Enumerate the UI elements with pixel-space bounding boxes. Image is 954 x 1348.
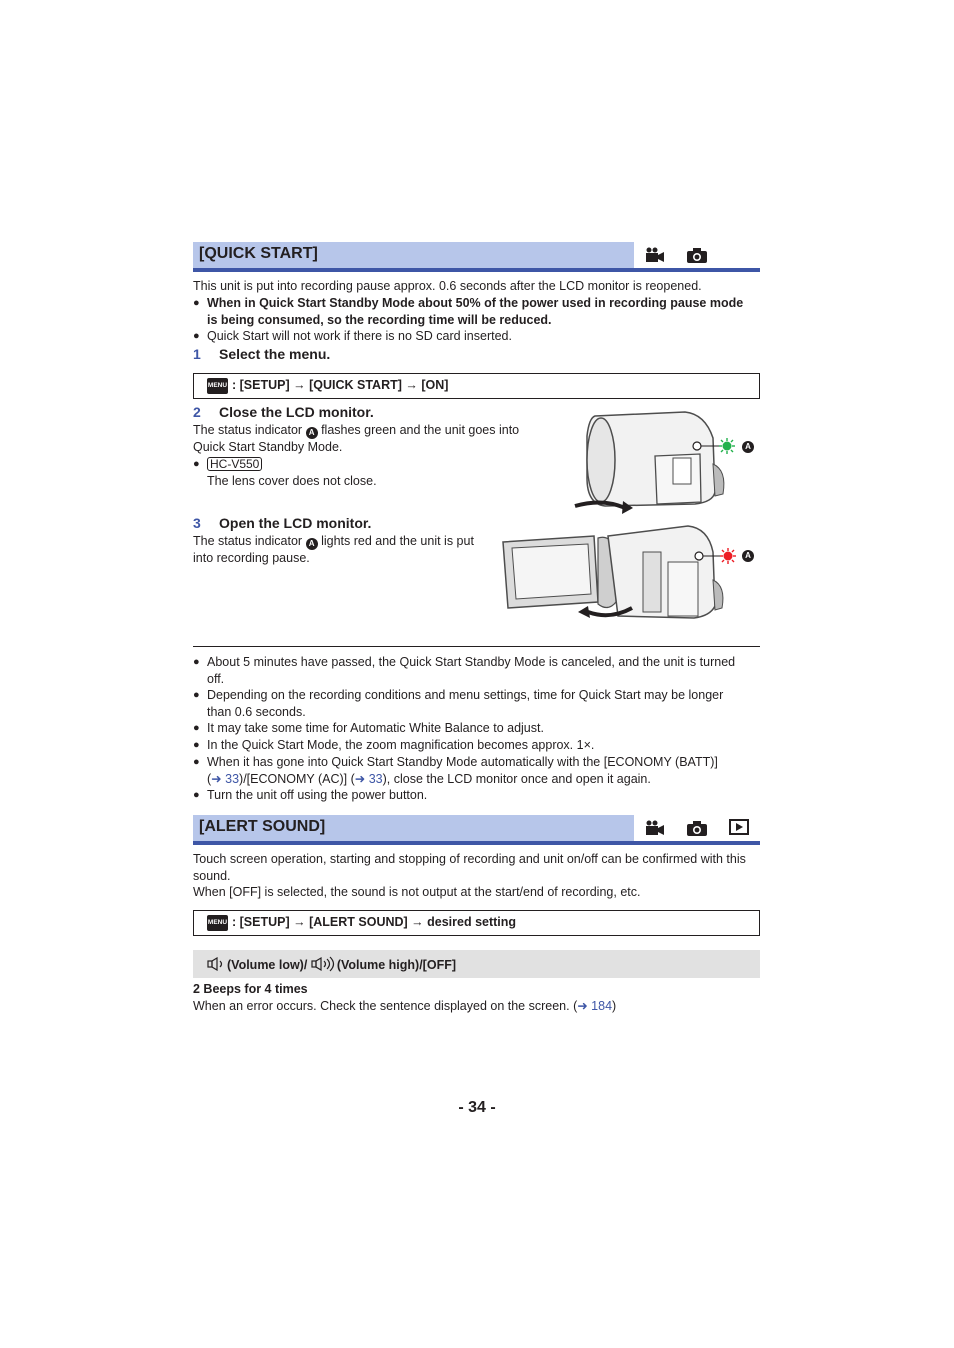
- step3-text-line1: The status indicator A lights red and the unit is put: [193, 534, 474, 548]
- step3-text-line2: into recording pause.: [193, 551, 310, 565]
- bullet-icon: ●: [193, 689, 200, 701]
- indicator-a-label: A: [742, 550, 754, 562]
- video-mode-icon: [645, 246, 665, 264]
- note-item: ● Turn the unit off using the power button.: [193, 788, 428, 802]
- power-note-line1: When in Quick Start Standby Mode about 50% of the power used in recording pause mode: [207, 296, 744, 310]
- menu-icon: MENU: [207, 915, 228, 931]
- quick-start-header: [193, 242, 760, 272]
- divider: [193, 646, 760, 647]
- volume-options: (Volume low)/ (Volume high)/[OFF]: [207, 956, 456, 972]
- bullet-icon: ●: [193, 656, 200, 668]
- menu-icon: MENU: [207, 378, 228, 394]
- beeps-text: When an error occurs. Check the sentence displayed on the screen. (➜ 184): [193, 999, 617, 1013]
- photo-mode-icon: [686, 819, 708, 837]
- bullet-icon: ●: [193, 297, 200, 309]
- volume-high-icon: [311, 956, 337, 972]
- alert-desc-line3: When [OFF] is selected, the sound is not output at the start/end of recording, etc.: [193, 885, 641, 899]
- indicator-a-marker: A: [306, 538, 318, 550]
- section-title: [ALERT SOUND]: [199, 818, 326, 835]
- step-1: 1 Select the menu.: [193, 346, 331, 362]
- video-mode-icon: [645, 819, 665, 837]
- note-item: ● When it has gone into Quick Start Standby Mode automatically with the [ECONOMY (BATT)] (➜ 33)/[ECONOMY (AC)] (➜ 33), close the LCD monitor once and open it again.: [193, 754, 763, 787]
- bullet-icon: ●: [193, 739, 200, 751]
- indicator-a-marker: A: [306, 427, 318, 439]
- step-2: 2 Close the LCD monitor.: [193, 404, 374, 420]
- playback-mode-icon: [729, 819, 749, 835]
- alert-desc-line2: sound.: [193, 869, 231, 883]
- note-item: ● It may take some time for Automatic White Balance to adjust.: [193, 721, 544, 735]
- alert-sound-header: [193, 815, 760, 845]
- bullet-icon: ●: [193, 789, 200, 801]
- volume-low-icon: [207, 957, 227, 971]
- note-item: ● About 5 minutes have passed, the Quick Start Standby Mode is canceled, and the unit is turned off.: [193, 655, 736, 686]
- bullet-icon: ●: [193, 756, 200, 768]
- camera-closed-illustration: [565, 408, 760, 520]
- page-link[interactable]: ➜ 184: [577, 999, 613, 1013]
- menu-path-text: : [SETUP] → [ALERT SOUND] → desired setting: [232, 915, 517, 929]
- camera-open-illustration: [498, 522, 760, 622]
- indicator-a-label: A: [742, 441, 754, 453]
- economy-line: (➜ 33)/[ECONOMY (AC)] (➜ 33), close the LCD monitor once and open it again.: [207, 771, 651, 786]
- model-note-text: The lens cover does not close.: [207, 473, 377, 488]
- options-band: [193, 950, 760, 978]
- alert-desc-line1: Touch screen operation, starting and stopping of recording and unit on/off can be confirmed with this: [193, 852, 746, 866]
- bullet-icon: ●: [193, 458, 200, 470]
- beeps-title: 2 Beeps for 4 times: [193, 982, 308, 996]
- page-link[interactable]: ➜ 33: [354, 771, 383, 786]
- page-number: - 34 -: [458, 1099, 496, 1116]
- alert-sound-menu-path: [193, 910, 760, 936]
- power-note: [193, 295, 763, 328]
- step-3: 3 Open the LCD monitor.: [193, 515, 372, 531]
- model-note: [193, 456, 493, 489]
- page-link[interactable]: ➜ 33: [211, 771, 240, 786]
- bullet-icon: ●: [193, 722, 200, 734]
- photo-mode-icon: [686, 246, 708, 264]
- step2-text-line1: The status indicator A flashes green and the unit goes into: [193, 423, 520, 437]
- bullet-icon: ●: [193, 330, 200, 342]
- power-note-line2: is being consumed, so the recording time will be reduced.: [207, 312, 552, 327]
- menu-path-text: : [SETUP] → [QUICK START] → [ON]: [232, 378, 449, 392]
- header-rule: [193, 841, 760, 845]
- sd-card-note: ● Quick Start will not work if there is no SD card inserted.: [193, 329, 512, 343]
- header-rule: [193, 268, 760, 272]
- model-tag: HC-V550: [207, 457, 262, 471]
- step2-text-line2: Quick Start Standby Mode.: [193, 440, 343, 454]
- note-item: ● Depending on the recording conditions and menu settings, time for Quick Start may be longer than 0.6 seconds.: [193, 688, 724, 719]
- section-title: [QUICK START]: [199, 245, 318, 262]
- intro-text: This unit is put into recording pause approx. 0.6 seconds after the LCD monitor is reopened.: [193, 279, 702, 293]
- quick-start-menu-path: [193, 373, 760, 399]
- note-item: ● In the Quick Start Mode, the zoom magnification becomes approx. 1×.: [193, 738, 595, 752]
